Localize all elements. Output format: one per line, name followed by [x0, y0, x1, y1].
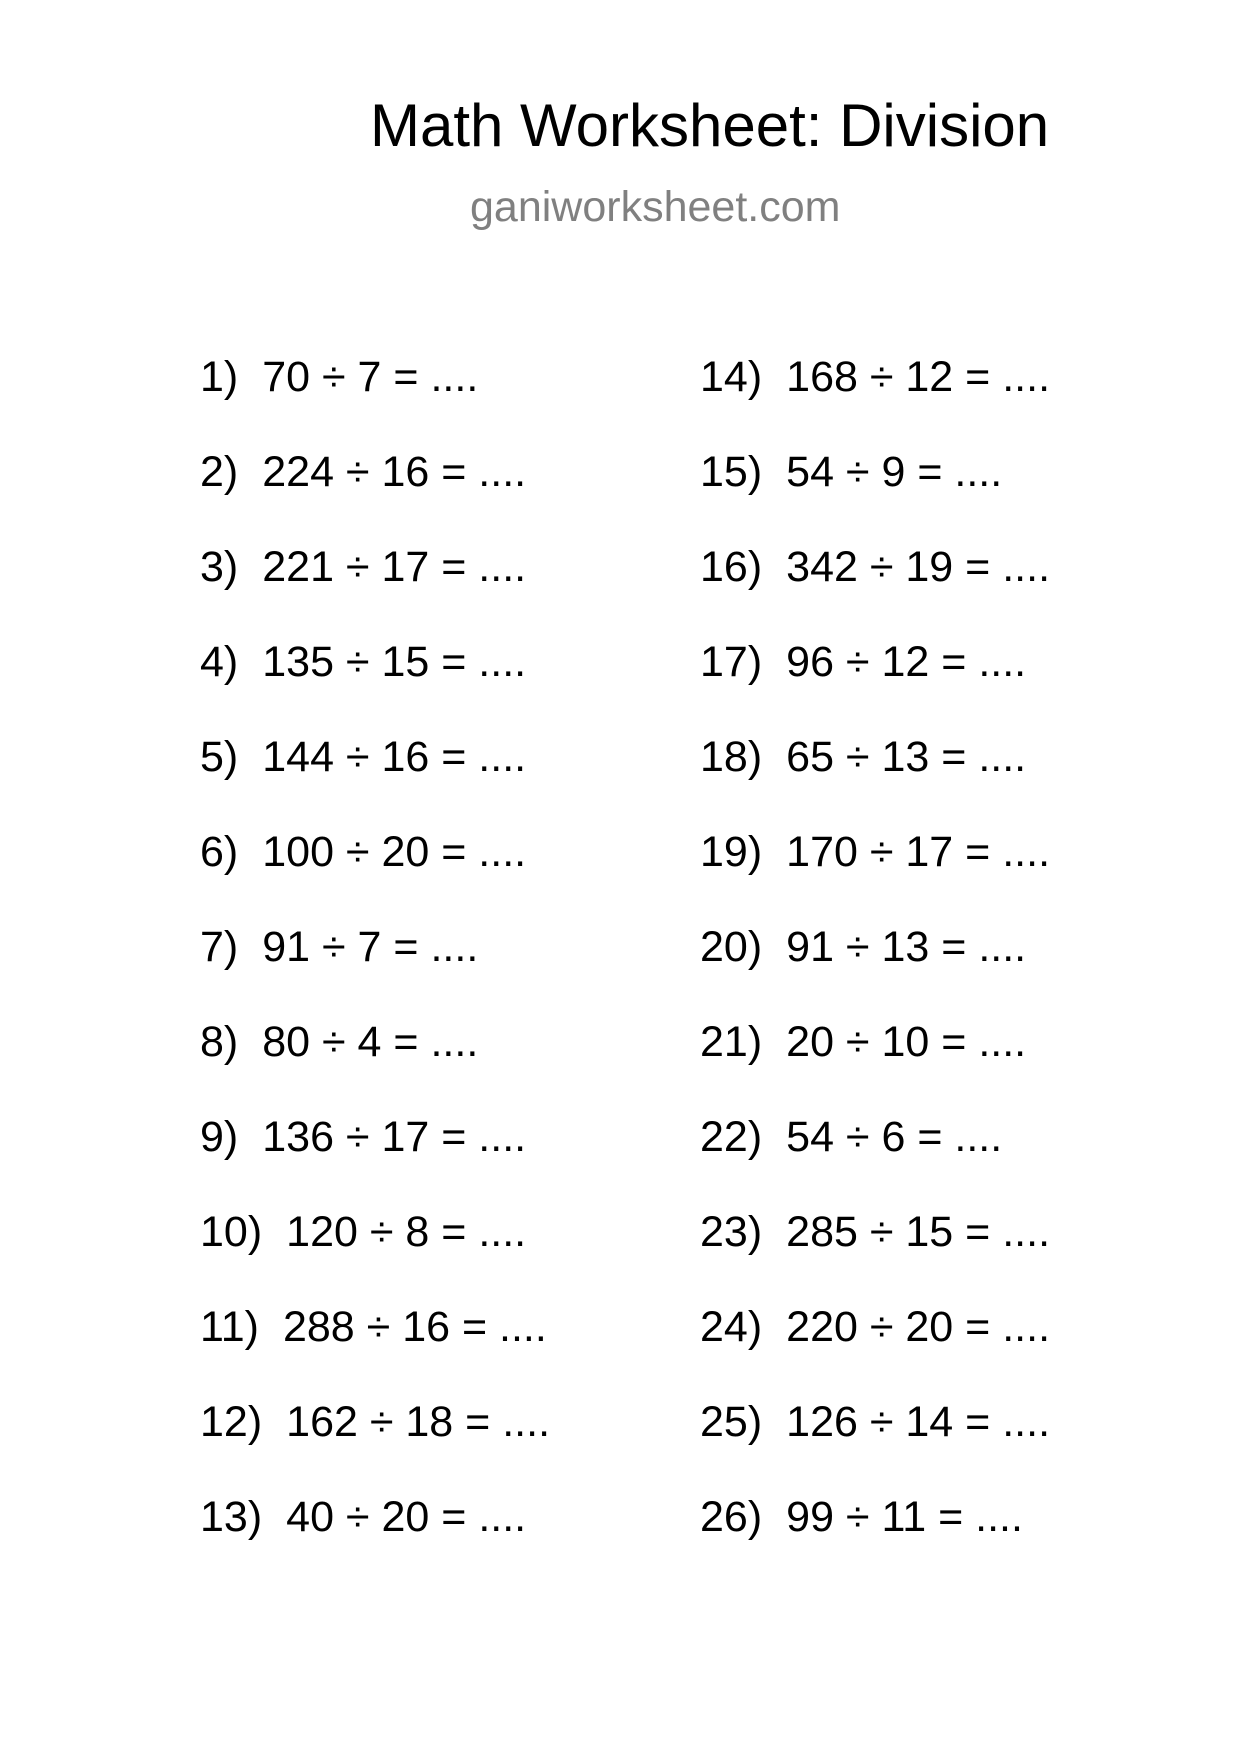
problem-number: 11): [200, 1303, 259, 1351]
problem-expression: 65 ÷ 13 = ....: [786, 733, 1027, 781]
problem-item: [200, 1112, 740, 1207]
problem-number: 1): [200, 353, 239, 401]
problem-expression: 136 ÷ 17 = ....: [262, 1113, 527, 1161]
problem-item: [700, 447, 1240, 542]
problem-number: 7): [200, 923, 239, 971]
problem-number: 3): [200, 543, 239, 591]
problem-item: [200, 1397, 740, 1492]
problem-item: [700, 1302, 1240, 1397]
problem-item: [700, 1207, 1240, 1302]
problem-number: 14): [700, 353, 763, 401]
problem-number: 2): [200, 448, 239, 496]
problem-item: [700, 1112, 1240, 1207]
problem-expression: 120 ÷ 8 = ....: [286, 1208, 527, 1256]
problem-number: 4): [200, 638, 239, 686]
problem-item: [200, 637, 740, 732]
problem-expression: 96 ÷ 12 = ....: [786, 638, 1027, 686]
problem-expression: 20 ÷ 10 = ....: [786, 1018, 1027, 1066]
problem-number: 23): [700, 1208, 763, 1256]
problem-item: [200, 1302, 740, 1397]
problem-number: 24): [700, 1303, 763, 1351]
problem-expression: 288 ÷ 16 = ....: [282, 1303, 547, 1351]
problems-column-left: [200, 352, 740, 1587]
problem-item: [200, 827, 740, 922]
problem-expression: 221 ÷ 17 = ....: [262, 543, 527, 591]
worksheet-title: Math Worksheet: Division: [370, 92, 1050, 159]
problem-number: 15): [700, 448, 763, 496]
problem-number: 22): [700, 1113, 763, 1161]
problem-item: [200, 1492, 740, 1587]
problem-expression: 99 ÷ 11 = ....: [786, 1493, 1023, 1541]
problem-number: 26): [700, 1493, 763, 1541]
problem-item: [200, 1207, 740, 1302]
problem-expression: 135 ÷ 15 = ....: [262, 638, 527, 686]
problem-item: [700, 827, 1240, 922]
problem-expression: 91 ÷ 13 = ....: [786, 923, 1027, 971]
problems-column-right: [700, 352, 1240, 1587]
problem-number: 25): [700, 1398, 763, 1446]
problem-number: 13): [200, 1493, 263, 1541]
problem-item: [200, 732, 740, 827]
problem-expression: 285 ÷ 15 = ....: [786, 1208, 1051, 1256]
problem-number: 8): [200, 1018, 239, 1066]
problem-number: 18): [700, 733, 763, 781]
problem-number: 17): [700, 638, 763, 686]
problem-expression: 100 ÷ 20 = ....: [262, 828, 527, 876]
problem-expression: 220 ÷ 20 = ....: [786, 1303, 1051, 1351]
problem-expression: 144 ÷ 16 = ....: [262, 733, 527, 781]
problem-expression: 54 ÷ 6 = ....: [786, 1113, 1003, 1161]
problem-item: [700, 637, 1240, 732]
problem-item: [700, 352, 1240, 447]
problem-item: [200, 447, 740, 542]
worksheet-source: ganiworksheet.com: [470, 183, 841, 231]
problem-number: 10): [200, 1208, 263, 1256]
problem-item: [700, 542, 1240, 637]
problem-item: [700, 922, 1240, 1017]
problem-number: 5): [200, 733, 239, 781]
problem-expression: 91 ÷ 7 = ....: [262, 923, 479, 971]
problem-expression: 170 ÷ 17 = ....: [786, 828, 1051, 876]
problem-item: [200, 542, 740, 637]
problem-item: [700, 1397, 1240, 1492]
problem-number: 19): [700, 828, 763, 876]
problem-item: [200, 1017, 740, 1112]
problem-item: [700, 732, 1240, 827]
problem-expression: 168 ÷ 12 = ....: [786, 353, 1051, 401]
problem-expression: 126 ÷ 14 = ....: [786, 1398, 1051, 1446]
problem-number: 12): [200, 1398, 263, 1446]
problem-number: 6): [200, 828, 239, 876]
problem-number: 9): [200, 1113, 239, 1161]
problem-expression: 54 ÷ 9 = ....: [786, 448, 1003, 496]
problem-number: 20): [700, 923, 763, 971]
problem-item: [200, 922, 740, 1017]
problem-item: [200, 352, 740, 447]
problem-item: [700, 1492, 1240, 1587]
problem-number: 16): [700, 543, 763, 591]
problem-expression: 80 ÷ 4 = ....: [262, 1018, 479, 1066]
problem-number: 21): [700, 1018, 763, 1066]
problem-expression: 40 ÷ 20 = ....: [286, 1493, 527, 1541]
problem-expression: 342 ÷ 19 = ....: [786, 543, 1051, 591]
problem-expression: 224 ÷ 16 = ....: [262, 448, 527, 496]
problem-expression: 70 ÷ 7 = ....: [262, 353, 479, 401]
problem-expression: 162 ÷ 18 = ....: [286, 1398, 551, 1446]
problem-item: [700, 1017, 1240, 1112]
